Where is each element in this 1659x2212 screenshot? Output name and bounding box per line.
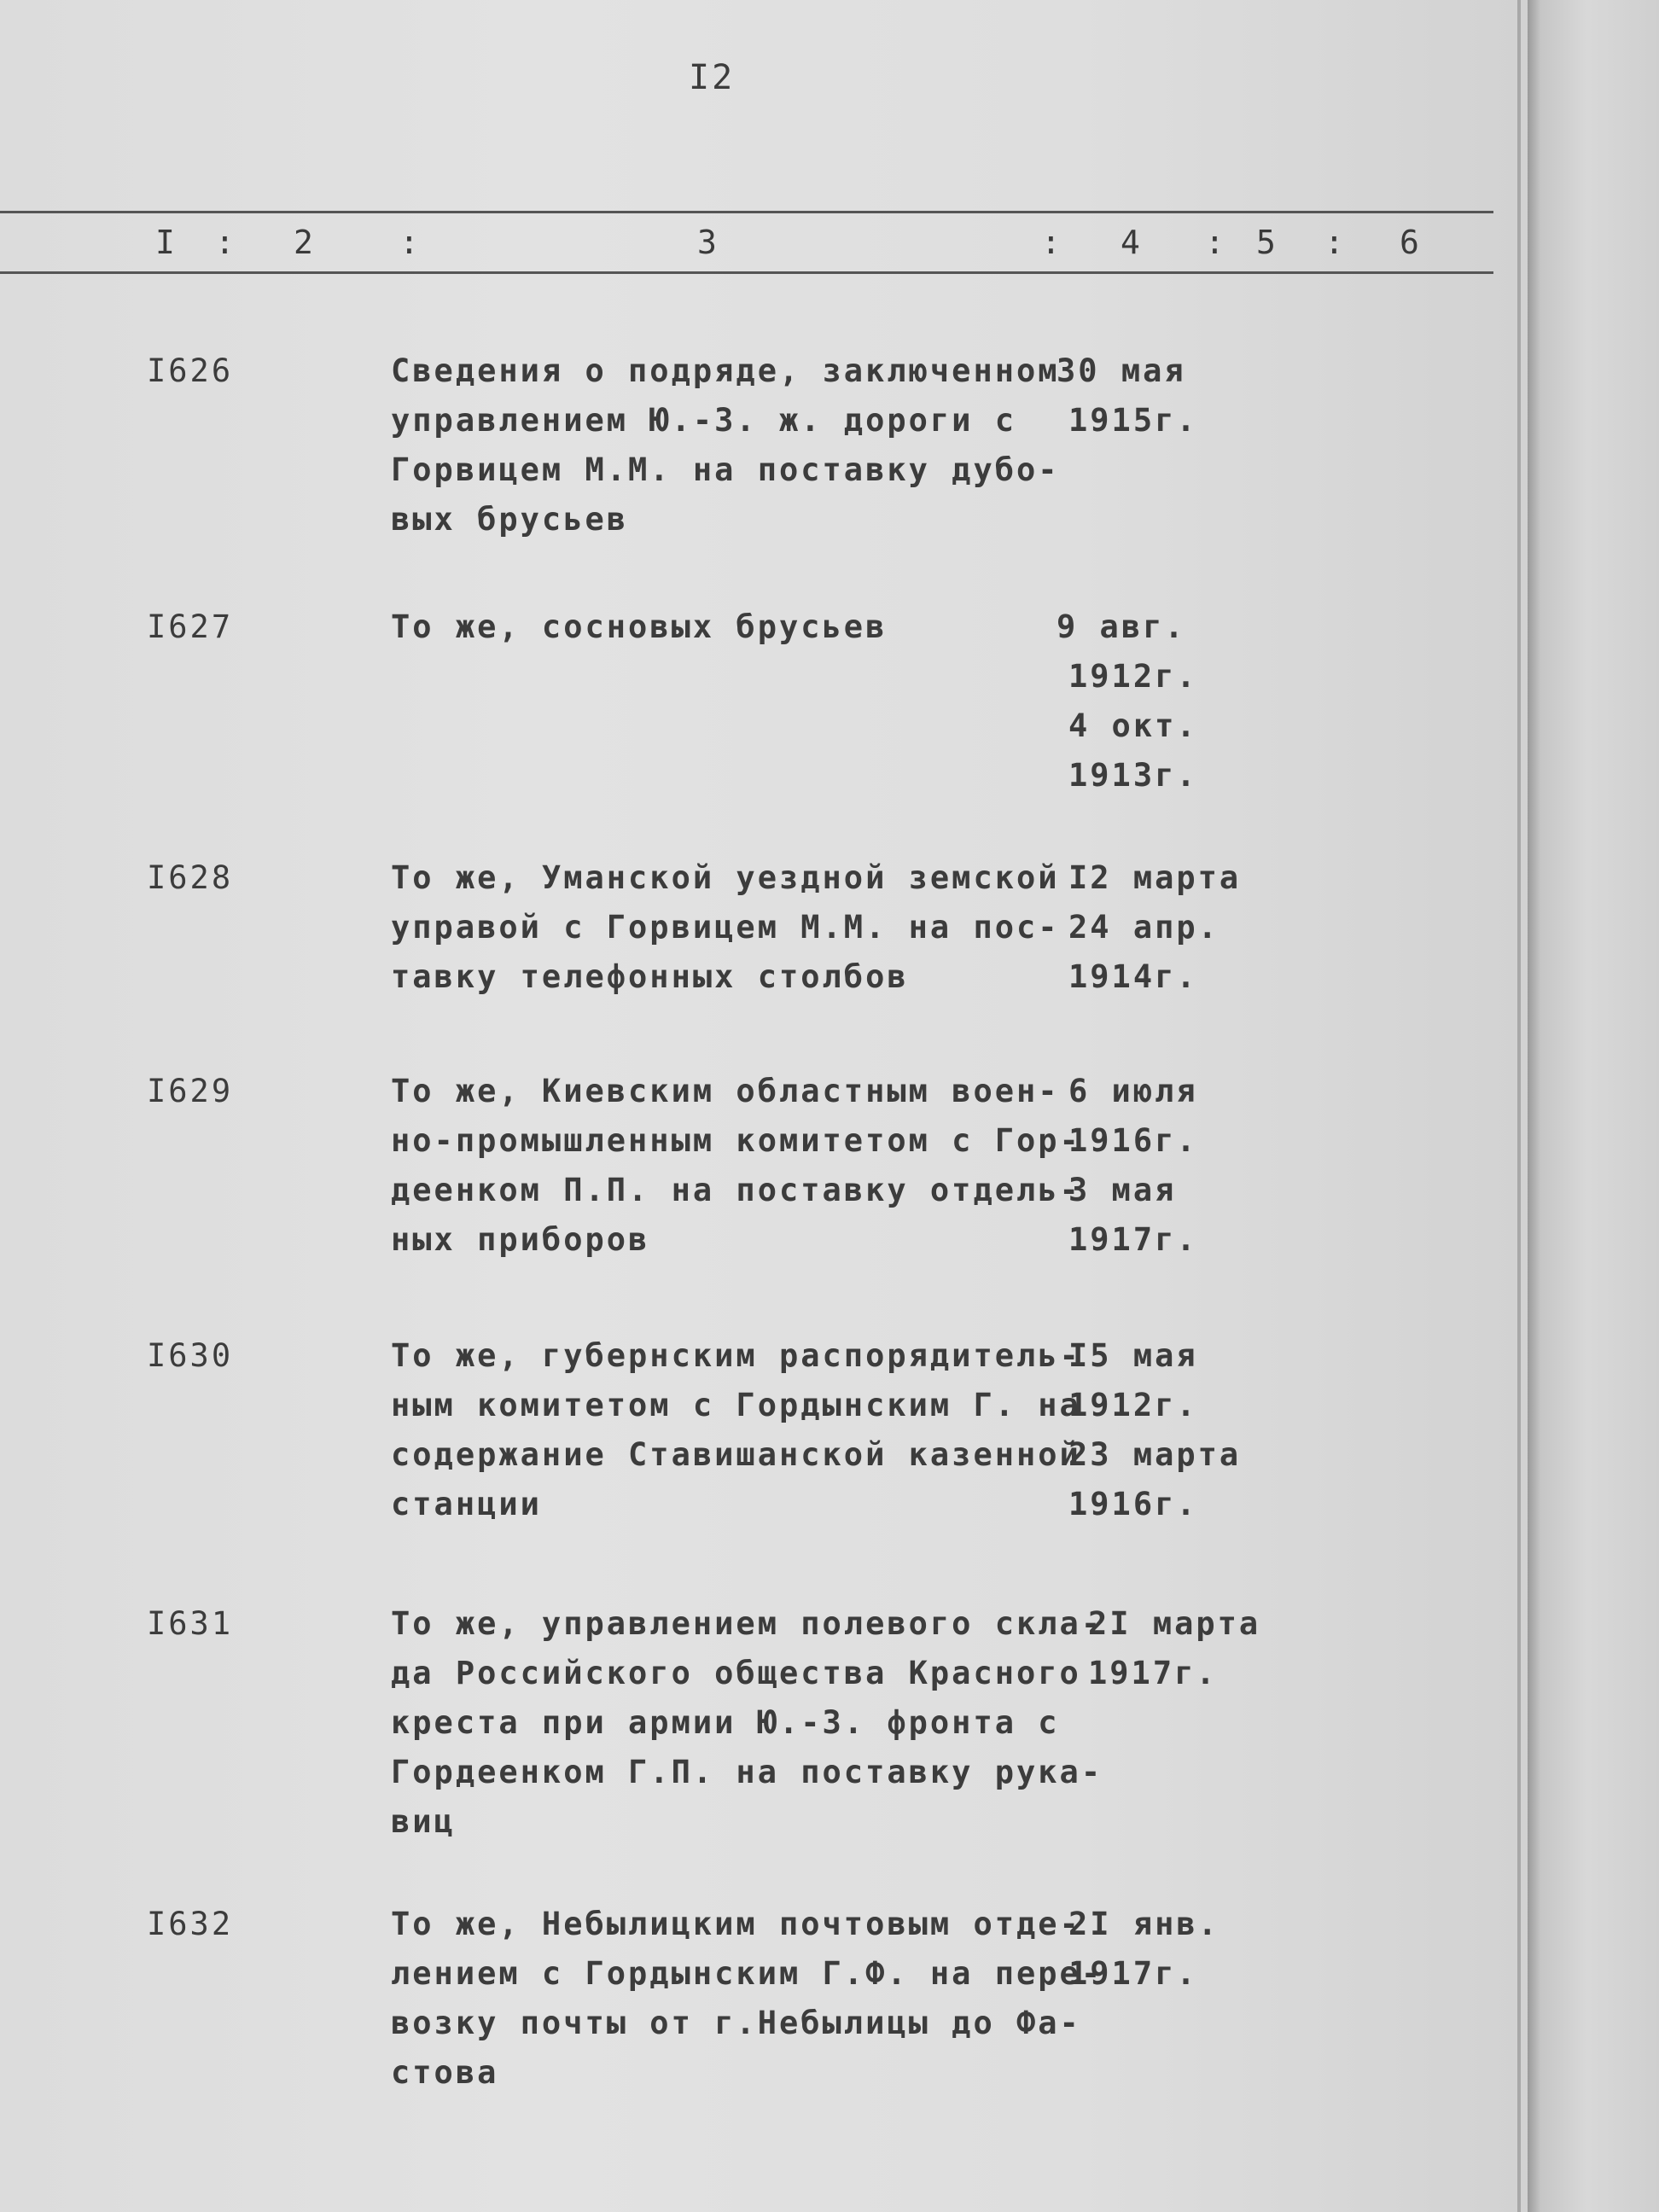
entry-line: То же, губернским распорядитель- <box>391 1337 1081 1374</box>
entry-line: креста при армии Ю.-З. фронта с <box>391 1704 1060 1741</box>
entry-date: 3 мая <box>1068 1172 1177 1208</box>
entry-date: 30 мая <box>1057 352 1186 389</box>
column-header: I <box>155 224 178 261</box>
entry-date: 6 июля <box>1068 1073 1198 1109</box>
entry-number: I627 <box>147 608 234 645</box>
entry-line: Гордеенком Г.П. на поставку рука- <box>391 1754 1103 1790</box>
column-separator: : <box>215 224 237 261</box>
entry-line: возку почты от г.Небылицы до Фа- <box>391 2005 1081 2041</box>
entry-date: 1916г. <box>1068 1486 1198 1522</box>
column-header: 4 <box>1121 224 1143 261</box>
entry-line: управлением Ю.-З. ж. дороги с <box>391 402 1017 439</box>
entry-date: 1917г. <box>1088 1655 1218 1691</box>
entry-line: станции <box>391 1486 542 1522</box>
entry-date: 1915г. <box>1068 402 1198 439</box>
header-rule-top <box>0 211 1493 213</box>
column-separator: : <box>1205 224 1227 261</box>
entry-date: 1914г. <box>1068 958 1198 995</box>
entry-date: 1916г. <box>1068 1122 1198 1159</box>
entry-line: да Российского общества Красного <box>391 1655 1081 1691</box>
entry-line: То же, Небылицким почтовым отде- <box>391 1906 1081 1942</box>
entry-line: управой с Горвицем М.М. на пос- <box>391 909 1060 946</box>
entry-line: но-промышленным комитетом с Гор- <box>391 1122 1081 1159</box>
entry-line: тавку телефонных столбов <box>391 958 909 995</box>
entry-number: I626 <box>147 352 234 389</box>
entry-date: 1917г. <box>1068 1955 1198 1992</box>
entry-date: 1917г. <box>1068 1221 1198 1258</box>
entry-line: деенком П.П. на поставку отдель- <box>391 1172 1081 1208</box>
column-header: 5 <box>1256 224 1278 261</box>
entry-line: То же, сосновых брусьев <box>391 608 888 645</box>
column-separator: : <box>1041 224 1063 261</box>
page-number: I2 <box>689 58 736 97</box>
entry-line: ных приборов <box>391 1221 650 1258</box>
entry-line: виц <box>391 1803 456 1840</box>
entry-line: стова <box>391 2054 499 2091</box>
header-rule-bottom <box>0 271 1493 274</box>
column-separator: : <box>399 224 422 261</box>
column-header: 2 <box>294 224 316 261</box>
next-page-margin <box>1528 0 1659 2212</box>
entry-line: Горвицем М.М. на поставку дубо- <box>391 451 1060 488</box>
entry-number: I632 <box>147 1906 234 1942</box>
entry-line: содержание Ставишанской казенной <box>391 1436 1081 1473</box>
column-header: 3 <box>697 224 719 261</box>
column-header: 6 <box>1400 224 1422 261</box>
entry-number: I630 <box>147 1337 234 1374</box>
entry-date: 1913г. <box>1068 757 1198 794</box>
entry-date: 1912г. <box>1068 658 1198 695</box>
entry-number: I628 <box>147 859 234 896</box>
entry-line: То же, управлением полевого скла- <box>391 1605 1103 1642</box>
entry-date: 2I янв. <box>1068 1906 1220 1942</box>
entry-date: 24 апр. <box>1068 909 1220 946</box>
entry-date: 2I марта <box>1088 1605 1261 1642</box>
entry-number: I631 <box>147 1605 234 1642</box>
entry-line: лением с Гордынским Г.Ф. на пере- <box>391 1955 1103 1992</box>
entry-date: 23 марта <box>1068 1436 1242 1473</box>
entry-line: То же, Киевским областным воен- <box>391 1073 1060 1109</box>
entry-date: I5 мая <box>1068 1337 1198 1374</box>
entry-line: Сведения о подряде, заключенном <box>391 352 1060 389</box>
entry-number: I629 <box>147 1073 234 1109</box>
entry-date: 9 авг. <box>1057 608 1186 645</box>
column-separator: : <box>1324 224 1347 261</box>
entry-date: 1912г. <box>1068 1387 1198 1423</box>
entry-date: I2 марта <box>1068 859 1242 896</box>
entry-line: То же, Уманской уездной земской <box>391 859 1060 896</box>
entry-line: вых брусьев <box>391 501 629 538</box>
page-edge <box>1517 0 1521 2212</box>
entry-line: ным комитетом с Гордынским Г. на <box>391 1387 1081 1423</box>
entry-date: 4 окт. <box>1068 707 1198 744</box>
